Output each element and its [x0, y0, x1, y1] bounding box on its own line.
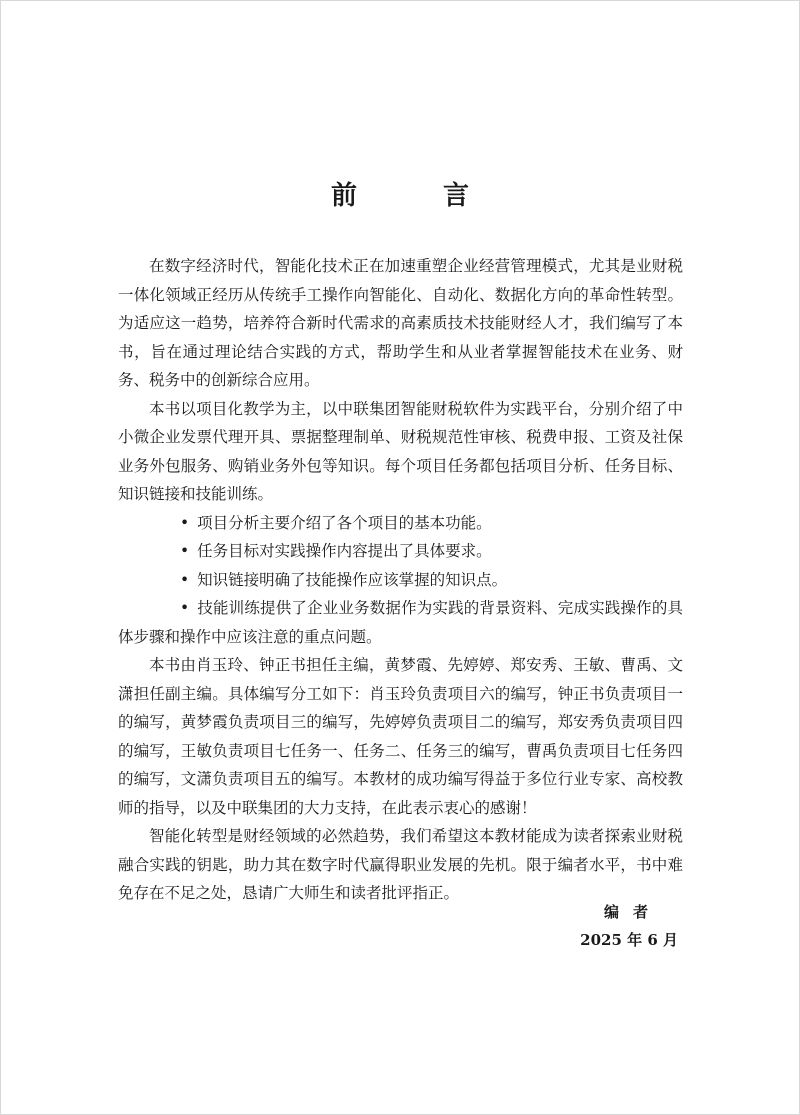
bullet-text: 知识链接明确了技能操作应该掌握的知识点。: [197, 570, 508, 589]
preface-body: [118, 252, 683, 908]
bullet-text: 任务目标对实践操作内容提出了具体要求。: [197, 542, 492, 560]
page-title: 前 言: [330, 181, 499, 211]
signature-block: [580, 898, 678, 954]
bullet-dot-icon: •: [180, 513, 190, 532]
paragraph-authors: 本书由肖玉玲、钟正书担任主编，黄梦霞、先婷婷、郑安秀、王敏、曹禹、文潇担任副主编。具体编写分工如下：肖玉玲负责项目六的编写，钟正书负责项目一的编写，黄梦霞负责项目三的编写，先婷婷负责项目二的编写，郑安秀负责项目四的编写，王敏负责项目七任务一、任务二、任务三的编写，曹禹负责项目七任务四的编写，文潇负责项目五的编写。本教材的成功编写得益于多位行业专家、高校教师的指导，以及中联集团的大力支持，在此表示衷心的感谢！: [118, 656, 683, 817]
bullet-dot-icon: •: [180, 570, 190, 589]
bullet-item: [118, 537, 683, 566]
paragraph-conclusion: 智能化转型是财经领域的必然趋势，我们希望这本教材能成为读者探索业财税融合实践的钥匙，助力其在数字时代赢得职业发展的先机。限于编者水平，书中难免存在不足之处，恳请广大师生和读者批评指正。: [118, 827, 683, 902]
bullet-dot-icon: •: [180, 599, 190, 617]
bullet-text: 项目分析主要介绍了各个项目的基本功能。: [197, 513, 492, 532]
bullet-item: [118, 566, 683, 595]
paragraph-intro: 在数字经济时代，智能化技术正在加速重塑企业经营管理模式，尤其是业财税一体化领域正经历从传统手工操作向智能化、自动化、数据化方向的革命性转型。为适应这一趋势，培养符合新时代需求的高素质技术技能财经人才，我们编写了本书，旨在通过理论结合实践的方式，帮助学生和从业者掌握智能技术在业务、财务、税务中的创新综合应用。: [118, 257, 683, 389]
bullet-item: [118, 509, 683, 538]
bullet-item: [118, 594, 683, 651]
signature-author: 编者: [603, 903, 662, 921]
bullet-dot-icon: •: [180, 542, 190, 560]
signature-date: 2025 年 6 月: [580, 931, 678, 949]
paragraph-structure: 本书以项目化教学为主，以中联集团智能财税软件为实践平台，分别介绍了中小微企业发票代理开具、票据整理制单、财税规范性审核、税费申报、工资及社保业务外包服务、购销业务外包等知识。每个项目任务都包括项目分析、任务目标、知识链接和技能训练。: [118, 399, 683, 503]
bullet-text: 技能训练提供了企业业务数据作为实践的背景资料、完成实践操作的具体步骤和操作中应该注意的重点问题。: [118, 599, 683, 646]
